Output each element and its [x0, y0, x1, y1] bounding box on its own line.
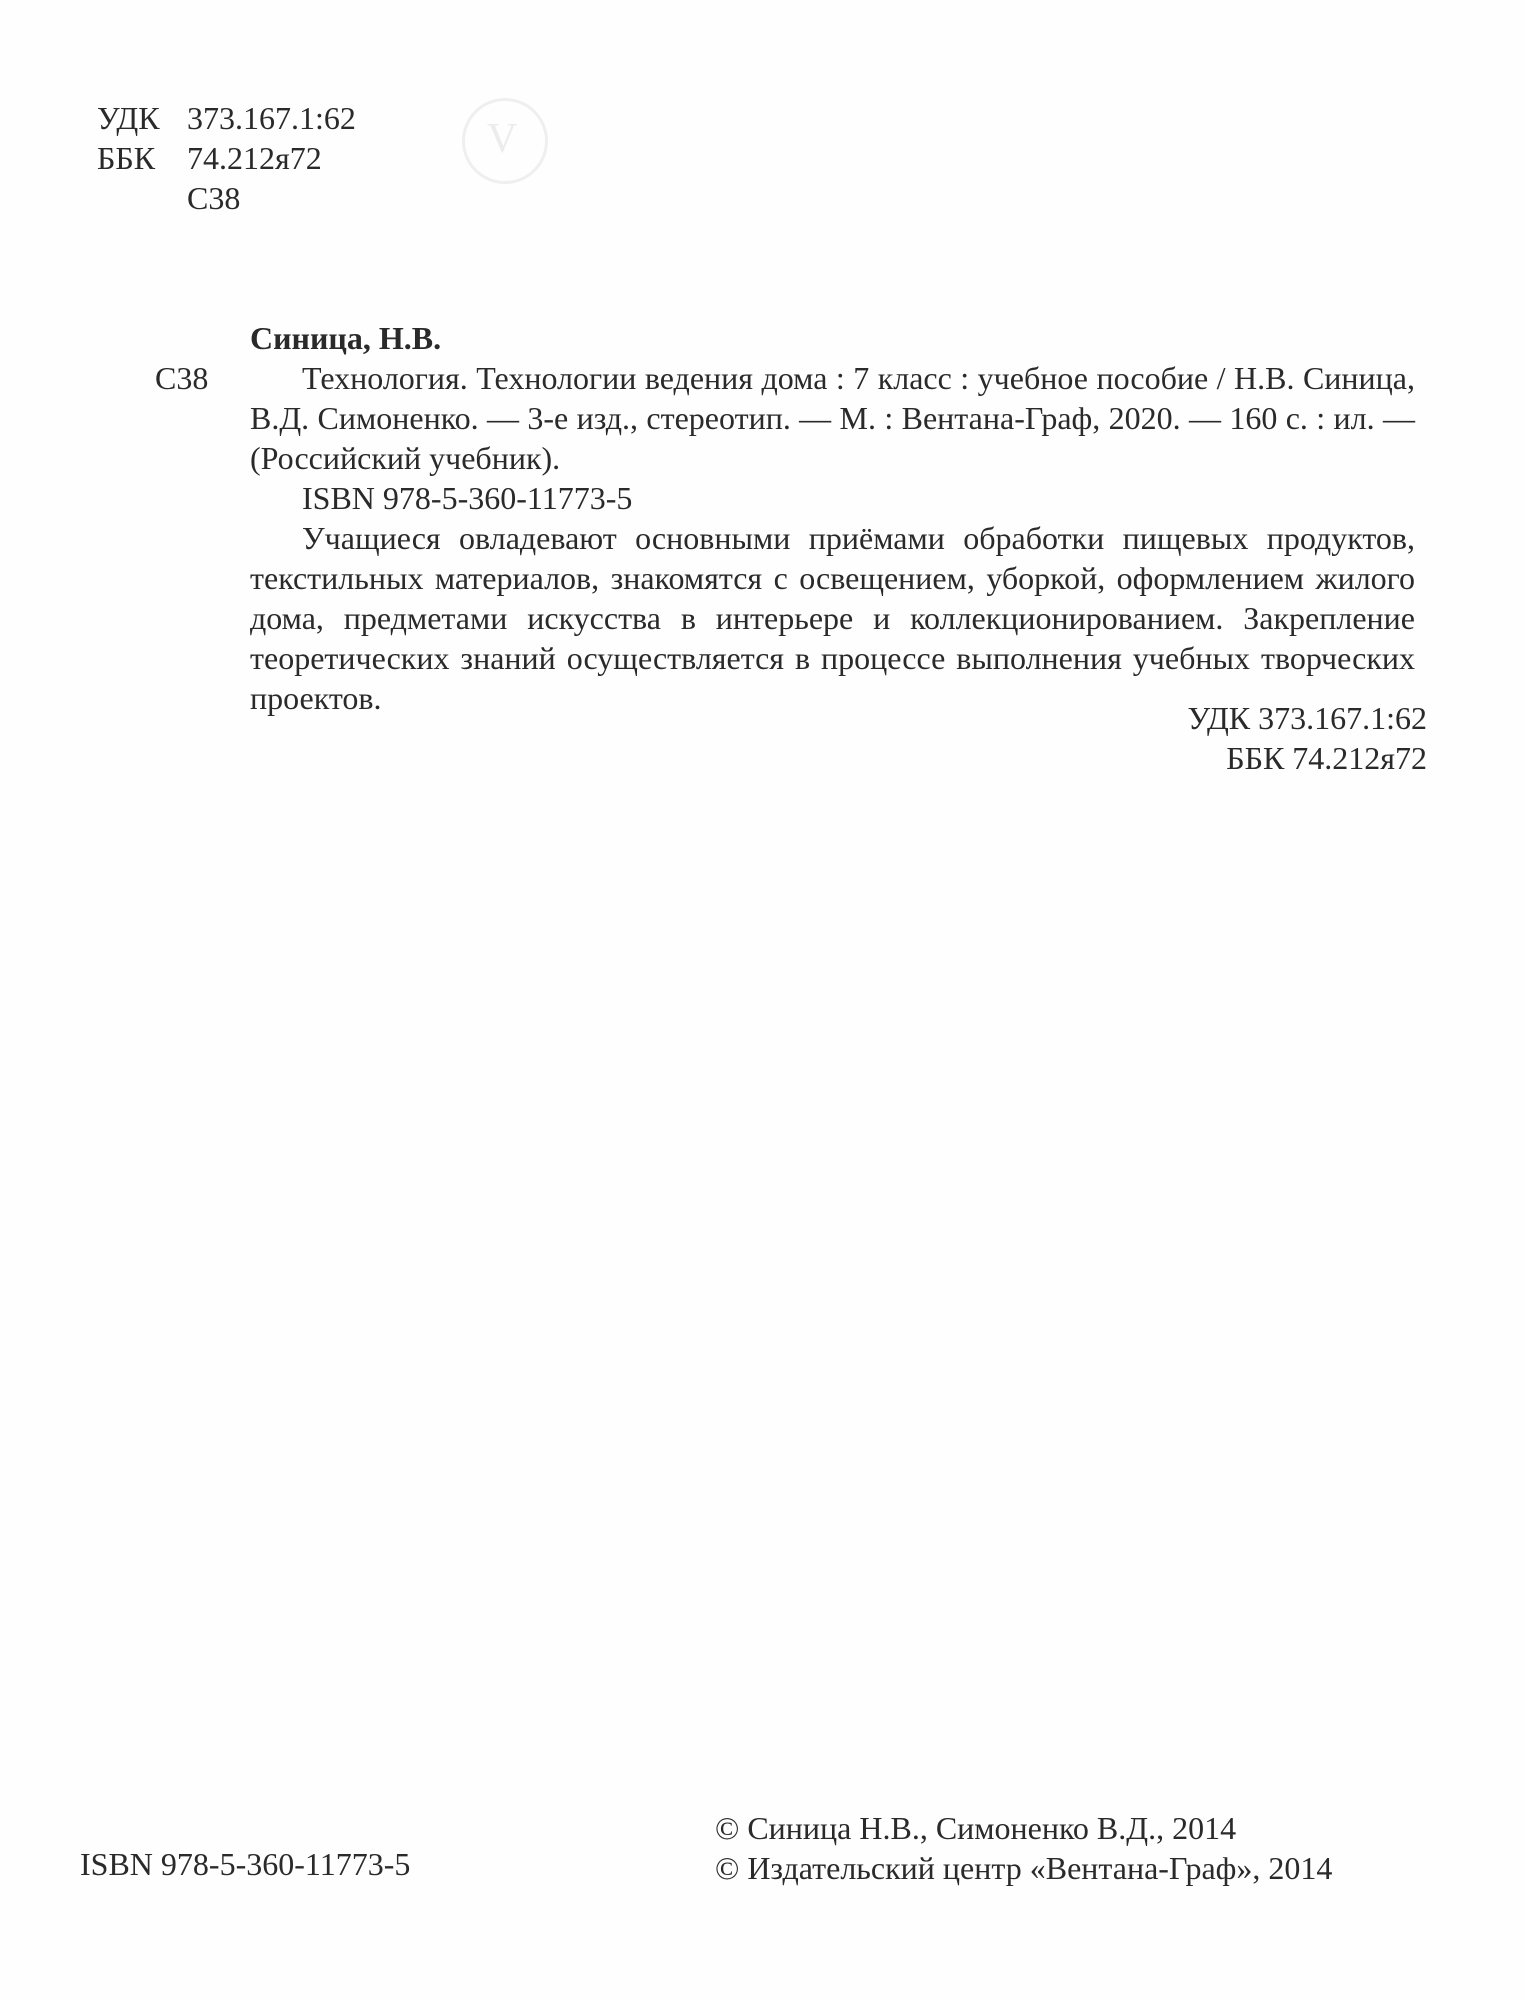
record-title: Технология. Технологии ведения дома : 7 класс : учебное пособие / Н.В. Синица, В.Д. Симоненко. — 3-е изд., стереотип. — М. : Вентана-Граф, 2020. — 160 с. : ил. — (Российский учебник).	[250, 360, 1415, 476]
record-bbk: ББК 74.212я72	[1226, 740, 1427, 776]
copyright-authors: © Синица Н.В., Симоненко В.Д., 2014	[715, 1810, 1237, 1846]
footer-isbn: ISBN 978-5-360-11773-5	[80, 1846, 411, 1882]
record-annotation: Учащиеся овладевают основными приёмами обработки пищевых продуктов, текстильных материалов, знакомятся с освещением, уборкой, оформлением жилого дома, предметами искусства в интерьере и коллекционированием. Закрепление теоретических знаний осуществляется в процессе выполнения учебных творческих проектов.	[250, 520, 1415, 716]
udk-label: УДК	[97, 100, 160, 136]
record-author: Синица, Н.В.	[250, 320, 442, 356]
record-isbn: ISBN 978-5-360-11773-5	[302, 480, 633, 516]
classification-block	[97, 98, 356, 218]
copyright-publisher: © Издательский центр «Вентана-Граф», 2014	[715, 1850, 1333, 1886]
record-author-sign: С38	[155, 360, 209, 396]
udk-value: 373.167.1:62	[187, 100, 356, 136]
bbk-row	[97, 138, 356, 178]
record-body	[250, 358, 1415, 718]
bbk-label: ББК	[97, 140, 156, 176]
record-udk: УДК 373.167.1:62	[1187, 700, 1427, 736]
author-sign: С38	[187, 180, 241, 216]
bbk-value: 74.212я72	[187, 140, 322, 176]
copyright-block	[715, 1808, 1332, 1888]
record-classification-right	[1188, 698, 1427, 778]
publisher-logo-bleedthrough-icon	[462, 98, 548, 184]
udk-row	[97, 98, 356, 138]
